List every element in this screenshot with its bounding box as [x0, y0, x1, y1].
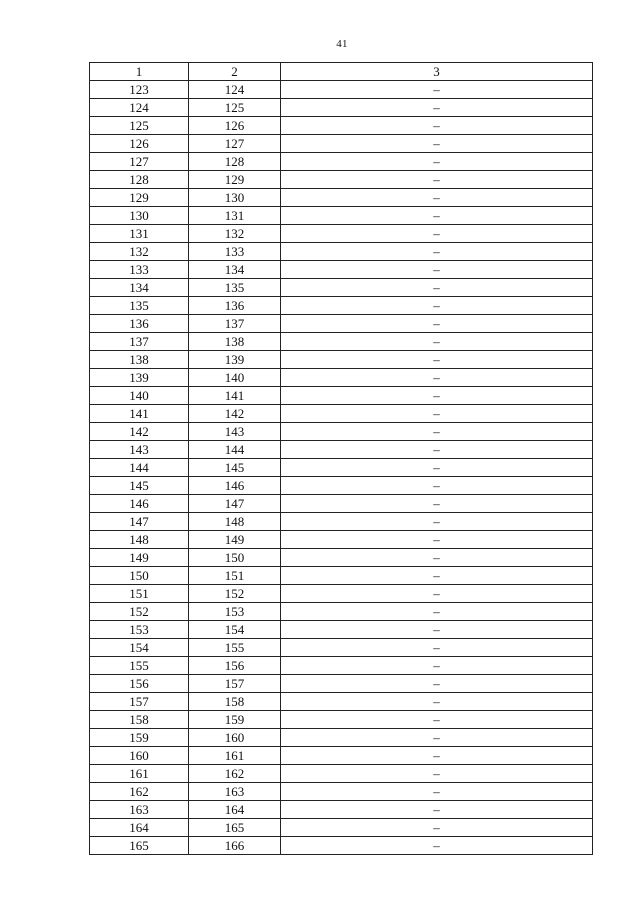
table-cell-col-1: 157 [90, 693, 189, 711]
table-row [90, 495, 593, 513]
table-cell-col-1: 123 [90, 81, 189, 99]
table-cell-col-3: – [281, 333, 593, 351]
table-cell-col-2: 150 [189, 549, 281, 567]
table-cell-col-2: 146 [189, 477, 281, 495]
table-row [90, 99, 593, 117]
table-cell-col-2: 142 [189, 405, 281, 423]
table-cell-col-2: 163 [189, 783, 281, 801]
table-cell-col-1: 131 [90, 225, 189, 243]
table-cell-col-1: 147 [90, 513, 189, 531]
table-cell-col-1: 129 [90, 189, 189, 207]
table-cell-col-2: 153 [189, 603, 281, 621]
table-cell-col-1: 152 [90, 603, 189, 621]
table-row [90, 549, 593, 567]
table-cell-col-2: 140 [189, 369, 281, 387]
table-row [90, 603, 593, 621]
table-cell-col-2: 130 [189, 189, 281, 207]
table-cell-col-2: 139 [189, 351, 281, 369]
table-cell-col-3: – [281, 387, 593, 405]
table-cell-col-1: 161 [90, 765, 189, 783]
table-cell-col-2: 128 [189, 153, 281, 171]
table-cell-col-2: 137 [189, 315, 281, 333]
table-cell-col-2: 147 [189, 495, 281, 513]
table-cell-col-1: 165 [90, 837, 189, 855]
table-row [90, 477, 593, 495]
table-cell-col-2: 124 [189, 81, 281, 99]
table-cell-col-1: 134 [90, 279, 189, 297]
table-cell-col-2: 126 [189, 117, 281, 135]
table-cell-col-1: 138 [90, 351, 189, 369]
table-cell-col-3: – [281, 477, 593, 495]
table-cell-col-2: 131 [189, 207, 281, 225]
table-cell-col-2: 162 [189, 765, 281, 783]
table-row [90, 531, 593, 549]
table-cell-col-2: 157 [189, 675, 281, 693]
data-table [89, 62, 593, 855]
table-cell-col-3: – [281, 747, 593, 765]
table-cell-col-3: – [281, 297, 593, 315]
table-row [90, 261, 593, 279]
table-cell-col-1: 137 [90, 333, 189, 351]
table-cell-col-1: 141 [90, 405, 189, 423]
table-cell-col-3: – [281, 603, 593, 621]
table-cell-col-1: 125 [90, 117, 189, 135]
table-cell-col-1: 127 [90, 153, 189, 171]
table-row [90, 819, 593, 837]
table-cell-col-1: 156 [90, 675, 189, 693]
table-cell-col-2: 158 [189, 693, 281, 711]
table-cell-col-1: 150 [90, 567, 189, 585]
column-header-3: 3 [281, 63, 593, 81]
table-cell-col-3: – [281, 405, 593, 423]
table-row [90, 315, 593, 333]
table-cell-col-2: 148 [189, 513, 281, 531]
table-cell-col-3: – [281, 279, 593, 297]
table-row [90, 729, 593, 747]
table-cell-col-3: – [281, 567, 593, 585]
column-header-1: 1 [90, 63, 189, 81]
table-row [90, 405, 593, 423]
table-cell-col-3: – [281, 351, 593, 369]
table-body [90, 81, 593, 855]
table-row [90, 459, 593, 477]
table-cell-col-2: 144 [189, 441, 281, 459]
table-row [90, 711, 593, 729]
table-cell-col-2: 143 [189, 423, 281, 441]
table-row [90, 81, 593, 99]
table-cell-col-3: – [281, 495, 593, 513]
table-cell-col-1: 163 [90, 801, 189, 819]
table-cell-col-1: 146 [90, 495, 189, 513]
table-cell-col-2: 136 [189, 297, 281, 315]
table-cell-col-3: – [281, 549, 593, 567]
table-cell-col-3: – [281, 441, 593, 459]
table-cell-col-1: 126 [90, 135, 189, 153]
table-cell-col-2: 164 [189, 801, 281, 819]
table-cell-col-1: 142 [90, 423, 189, 441]
table-cell-col-3: – [281, 585, 593, 603]
table-row [90, 837, 593, 855]
table-cell-col-3: – [281, 225, 593, 243]
table-cell-col-2: 151 [189, 567, 281, 585]
table-cell-col-1: 159 [90, 729, 189, 747]
table-cell-col-3: – [281, 243, 593, 261]
table-cell-col-3: – [281, 657, 593, 675]
table-cell-col-2: 129 [189, 171, 281, 189]
table-row [90, 333, 593, 351]
table-header [90, 63, 593, 81]
table-cell-col-2: 138 [189, 333, 281, 351]
table-cell-col-1: 140 [90, 387, 189, 405]
table-cell-col-1: 133 [90, 261, 189, 279]
table-row [90, 153, 593, 171]
table-cell-col-1: 149 [90, 549, 189, 567]
header-row [90, 63, 593, 81]
table-cell-col-2: 155 [189, 639, 281, 657]
table-cell-col-3: – [281, 81, 593, 99]
table-row [90, 189, 593, 207]
table-cell-col-3: – [281, 207, 593, 225]
table-cell-col-2: 156 [189, 657, 281, 675]
table-cell-col-2: 141 [189, 387, 281, 405]
table-cell-col-1: 135 [90, 297, 189, 315]
table-cell-col-1: 162 [90, 783, 189, 801]
table-cell-col-1: 145 [90, 477, 189, 495]
table-row [90, 423, 593, 441]
table-cell-col-3: – [281, 621, 593, 639]
table-cell-col-3: – [281, 675, 593, 693]
table-cell-col-1: 128 [90, 171, 189, 189]
table-cell-col-1: 148 [90, 531, 189, 549]
page-number: 41 [336, 38, 348, 50]
table-row [90, 369, 593, 387]
table-cell-col-3: – [281, 765, 593, 783]
table-row [90, 513, 593, 531]
table-cell-col-3: – [281, 315, 593, 333]
table-cell-col-2: 160 [189, 729, 281, 747]
table-cell-col-2: 134 [189, 261, 281, 279]
table-cell-col-1: 132 [90, 243, 189, 261]
table-cell-col-2: 165 [189, 819, 281, 837]
table-cell-col-1: 160 [90, 747, 189, 765]
table-cell-col-1: 139 [90, 369, 189, 387]
table-cell-col-1: 124 [90, 99, 189, 117]
table-cell-col-1: 155 [90, 657, 189, 675]
table-cell-col-1: 164 [90, 819, 189, 837]
table-row [90, 387, 593, 405]
table-cell-col-1: 136 [90, 315, 189, 333]
table-row [90, 243, 593, 261]
table-cell-col-3: – [281, 837, 593, 855]
table-row [90, 225, 593, 243]
table-cell-col-3: – [281, 783, 593, 801]
table-row [90, 117, 593, 135]
table-row [90, 765, 593, 783]
table-cell-col-2: 159 [189, 711, 281, 729]
table-cell-col-2: 152 [189, 585, 281, 603]
table-cell-col-3: – [281, 189, 593, 207]
column-header-2: 2 [189, 63, 281, 81]
table-cell-col-3: – [281, 99, 593, 117]
table-row [90, 657, 593, 675]
table-cell-col-3: – [281, 135, 593, 153]
table-cell-col-2: 149 [189, 531, 281, 549]
table-row [90, 747, 593, 765]
table-cell-col-2: 135 [189, 279, 281, 297]
table-cell-col-3: – [281, 261, 593, 279]
table-row [90, 801, 593, 819]
table-row [90, 207, 593, 225]
table-cell-col-2: 166 [189, 837, 281, 855]
table-cell-col-3: – [281, 729, 593, 747]
table-row [90, 639, 593, 657]
table-cell-col-3: – [281, 171, 593, 189]
table-cell-col-2: 145 [189, 459, 281, 477]
table-cell-col-3: – [281, 639, 593, 657]
table-cell-col-3: – [281, 117, 593, 135]
table-cell-col-1: 151 [90, 585, 189, 603]
table-cell-col-2: 132 [189, 225, 281, 243]
table-row [90, 441, 593, 459]
table-cell-col-3: – [281, 693, 593, 711]
table-cell-col-1: 144 [90, 459, 189, 477]
table-cell-col-2: 161 [189, 747, 281, 765]
table-cell-col-2: 133 [189, 243, 281, 261]
table-cell-col-2: 127 [189, 135, 281, 153]
table-cell-col-1: 154 [90, 639, 189, 657]
table-cell-col-3: – [281, 369, 593, 387]
table-cell-col-3: – [281, 801, 593, 819]
table-cell-col-3: – [281, 423, 593, 441]
table-row [90, 585, 593, 603]
table-row [90, 135, 593, 153]
table-row [90, 279, 593, 297]
table-cell-col-3: – [281, 531, 593, 549]
table-cell-col-3: – [281, 459, 593, 477]
table-cell-col-3: – [281, 153, 593, 171]
table-cell-col-2: 154 [189, 621, 281, 639]
table-cell-col-2: 125 [189, 99, 281, 117]
table-row [90, 783, 593, 801]
table-row [90, 171, 593, 189]
table-cell-col-3: – [281, 711, 593, 729]
table-row [90, 351, 593, 369]
table-cell-col-1: 130 [90, 207, 189, 225]
table-cell-col-3: – [281, 819, 593, 837]
table-cell-col-1: 158 [90, 711, 189, 729]
table-cell-col-3: – [281, 513, 593, 531]
table-row [90, 297, 593, 315]
table-row [90, 675, 593, 693]
table-row [90, 693, 593, 711]
table-cell-col-1: 143 [90, 441, 189, 459]
table-cell-col-1: 153 [90, 621, 189, 639]
table-row [90, 567, 593, 585]
table-row [90, 621, 593, 639]
